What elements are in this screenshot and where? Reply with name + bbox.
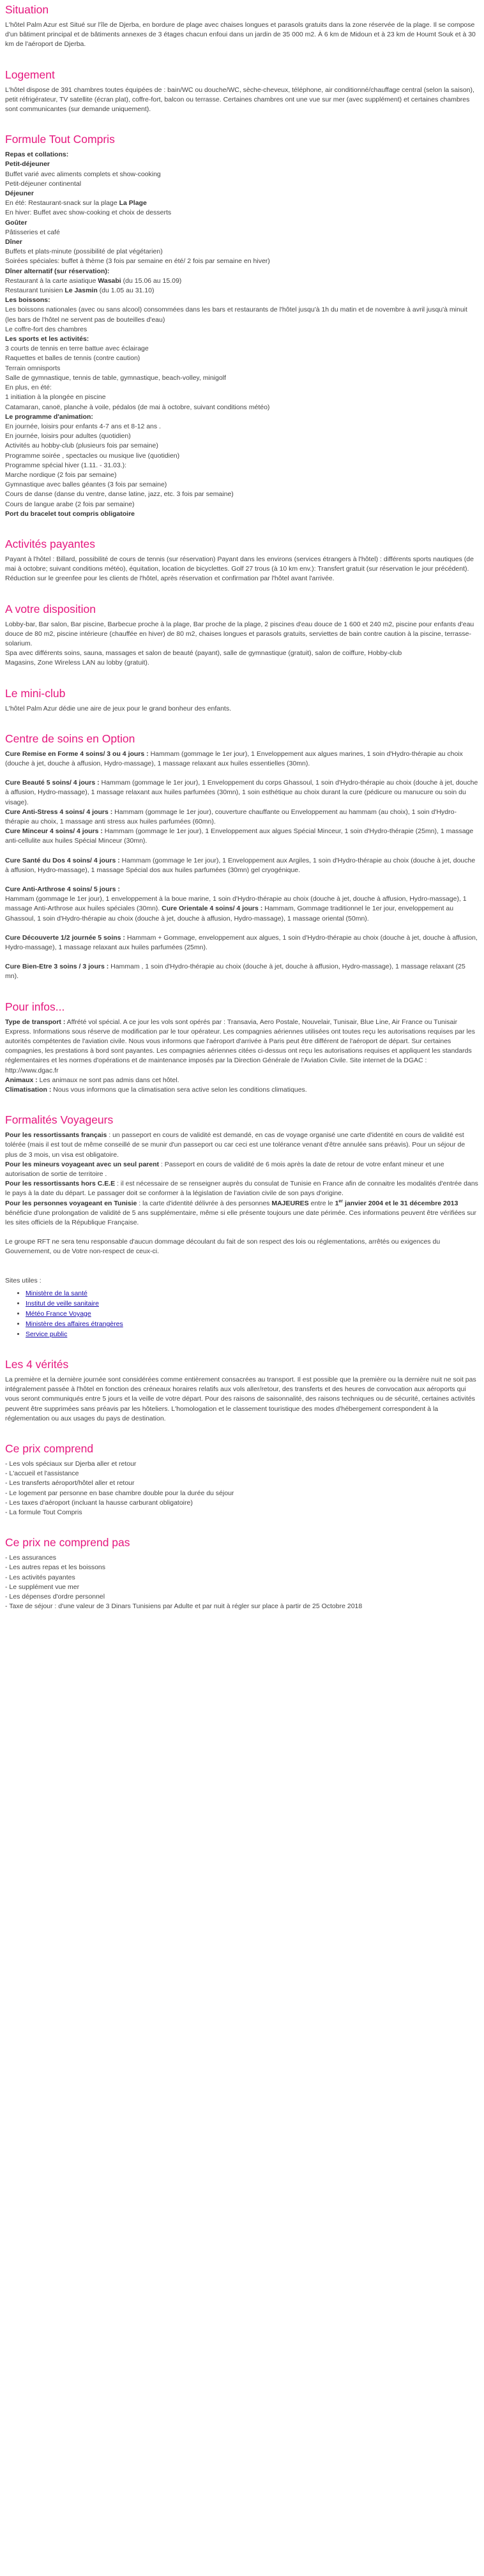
formalites-mineurs: Pour les mineurs voyageant avec un seul parent : Passeport en cours de validité de 6 mois après la date de retour de votre enfant mineur et une autorisation de sortie de territoire . [5,1160,444,1179]
list-item: - L'accueil et l'assistance [5,1470,79,1478]
formule-line: Le coffre-fort des chambres [5,325,87,333]
formule-line: Raquettes et balles de tennis (contre caution) [5,354,140,363]
cure-item: Cure Anti-Arthrose 4 soins/ 5 jours : Hammam (gommage le 1er jour), 1 enveloppement à la boue marine, 1 soin d'Hydro-thérapie au choix (douche à jet, douche à affusion, Hydro-massage), 1 massage Anti-Arthrose aux huiles spéciales (30mn). Cure Orientale 4 soins/ 4 jours : Hammam, Gommage traditionnel le 1er jour, enveloppement au Ghassoul, 1 soin d'Hydro-thérapie au choix (douche à jet, douche à affusion, Hydro-massage), 1 massage oriental (50mn). [5,885,467,923]
cure-item: Cure Anti-Stress 4 soins/ 4 jours : Hammam (gommage le 1er jour), couverture chauffante ou Enveloppement au hammam (au choix), 1 soin d'Hydro-thérapie au choix, 1 massage anti stress aux huiles parfumées (60mn). [5,808,457,825]
hotel-description-page [0,3,484,1631]
formule-line: Salle de gymnastique, tennis de table, gymnastique, beach-volley, minigolf [5,373,226,382]
cure-item: Cure Santé du Dos 4 soins/ 4 jours : Hammam (gommage le 1er jour), 1 Enveloppement aux Argiles, 1 soin d'Hydro-thérapie au choix (douche à jet, douche à affusion, Hydro-massage), 1 massage Spécial dos aux huiles parfumées (30mn) gel cryogénique. [5,856,476,874]
list-item: - La formule Tout Compris [5,1508,82,1516]
cure-item: Cure Découverte 1/2 journée 5 soins : Hammam + Gommage, enveloppement aux algues, 1 soin d'Hydro-thérapie au choix (douche à jet, douche à affusion, Hydro-massage), 1 massage relaxant aux huiles parfumées (25mn). [5,933,478,952]
formule-line: En plus, en été: [5,384,52,392]
formalites-responsabilite: Le groupe RFT ne sera tenu responsable d'aucun dommage découlant du fait de son respect des lois ou réglementations, arrêtés ou exigences du Gouvernement, ou de Votre non-respect de ceux-ci. [5,1238,441,1256]
formule-line: Petit-déjeuner [5,160,50,169]
section-title-disposition: A votre disposition [5,602,96,615]
formule-line: Buffet varié avec aliments complets et show-cooking [5,170,161,178]
section-title-formalites: Formalités Voyageurs [5,1113,114,1127]
list-item: - Les transferts aéroport/hôtel aller et retour [5,1479,135,1488]
link-affaires-etrangeres[interactable]: Ministère des affaires étrangères [26,1320,123,1328]
formule-line: Programme soirée , spectacles ou musique live (quotidien) [5,451,180,460]
animaux-info: Animaux : Les animaux ne sont pas admis dans cet hôtel. [5,1076,179,1084]
formule-line: En journée, loisirs pour enfants 4-7 ans et 8-12 ans . [5,422,161,430]
link-ministere-sante[interactable]: Ministère de la santé [26,1289,87,1297]
formule-line: Le programme d'animation: [5,412,93,421]
formule-list [5,150,479,519]
formule-line: Marche nordique (2 fois par semaine) [5,471,117,479]
formule-line: Buffets et plats-minute (possibilité de plat végétarien) [5,248,163,256]
cure-item: Cure Bien-Etre 3 soins / 3 jours : Hammam , 1 soin d'Hydro-thérapie au choix (douche à jet, douche à affusion, Hydro-massage), 1 massage relaxant (25 mn). [5,963,465,981]
cure-item: Cure Minceur 4 soins/ 4 jours : Hammam (gommage le 1er jour), 1 Enveloppement aux algues Spécial Minceur, 1 soin d'Hydro-thérapie (25mn), 1 massage anti-cellulite aux huiles Spécial Minceur (30mn). [5,827,474,845]
section-title-logement: Logement [5,68,55,81]
list-item: - Les activités payantes [5,1573,75,1581]
list-item: - Taxe de séjour : d'une valeur de 3 Dinars Tunisiens par Adulte et par nuit à régler sur place à partir de 25 Octobre 2018 [5,1602,363,1611]
comprend-list [5,1459,479,1518]
disposition-line: Magasins, Zone Wireless LAN au lobby (gratuit). [5,659,149,667]
section-title-comprend: Ce prix comprend [5,1442,94,1455]
formule-line: Port du bracelet tout compris obligatoire [5,509,135,518]
sites-utiles-label: Sites utiles : [5,1276,42,1284]
formule-line: Les sports et les activités: [5,335,89,343]
section-title-formule: Formule Tout Compris [5,133,115,146]
link-meteo-france[interactable]: Météo France Voyage [26,1309,91,1318]
section-title-centre: Centre de soins en Option [5,732,135,745]
cure-item: Cure Remise en Forme 4 soins/ 3 ou 4 jours : Hammam (gommage le 1er jour), 1 Enveloppement aux algues marines, 1 soin d'Hydro-thérapie au choix (douche à jet, douche à affusion, Hydro-massage), 1 massage relaxant aux huiles essentielles (30mn). [5,749,463,767]
formule-line: Repas et collations: [5,151,69,159]
cure-item: Cure Beauté 5 soins/ 4 jours : Hammam (gommage le 1er jour), 1 Enveloppement du corps Ghassoul, 1 soin d'Hydro-thérapie au choix (douche à jet, douche à affusion, Hydro-massage), 1 massage relaxant aux huiles parfumées (30mn), 1 soin esthétique au choix durant la cure (pédicure ou manucure ou soin du visage). [5,779,478,806]
formule-line: Pâtisseries et café [5,228,60,236]
formalites-francais: Pour les ressortissants français : un passeport en cours de validité est demandé, en cas de voyage organisé une carte d'identité en cours de validité est tolérée (mais il est tout de même conseillé de se munir d'un passeport ou car ceci est une tolérance venant d'être annulée sans préavis). Pour un séjour de plus de 3 mois, un visa est obligatoire. [5,1131,465,1159]
verites-text: La première et la dernière journée sont considérées comme entièrement consacrées au transport. Il est possible que la première ou la dernière nuit ne soit pas intégralement passée à l'hôtel en fonction des créneaux horaires relatifs aux vols aller/retour, des transferts et des heures de convocation aux aéroports qui vous seront communiqués entre 5 jours et la veille de votre départ. Pour des raisons de saisonnalité, des raisons techniques ou de sécurité, certaines activités peuvent être supprimées sans préavis par les hôteliers. L'homologation et le classement touristique des modes d'hébergement correspondent à la réglementation ou aux usages du pays de destination. [5,1375,476,1422]
section-title-infos: Pour infos... [5,1000,65,1013]
formule-line: Activités au hobby-club (plusieurs fois par semaine) [5,442,158,450]
formule-line: Dîner [5,238,22,246]
situation-text: L'hôtel Palm Azur est Situé sur l'île de Djerba, en bordure de plage avec chaises longues et parasols gratuits dans la zone réservée de la plage. Il se compose d'un bâtiment principal et de bâtiments annexes de 3 étages chacun enfoui dans un jardin de 35 000 m2. À 6 km de Midoun et à 23 km de Houmt Souk et à 30 km de l'aéroport de Djerba. [5,21,476,49]
link-service-public[interactable]: Service public [26,1330,68,1338]
transport-info: Type de transport : Affrété vol spécial. A ce jour les vols sont opérés par : Transavia, Aero Postale, Nouvelair, Tunisair, Blue Line, Air France ou Tunisair Express. Informations sous réserve de modification par le tour opérateur. Les compagnies aériennes utilisées ont toutes reçu les autorisations requises par les autorités compétentes de l'aviation civile. Nous vous informons que l'aéroport d'arrivée à Paris peut être différent de l'aéroport de départ. Sur certaines compagnies, les prestations à bord sont payantes. Les compagnies aériennes citées ci-dessus ont reçu les autorisations requises et appliquent les standards réglementaires et les normes d'opérations et de maintenance imposés par la Direction Générale de l'Aviation Civile. Site internet de la DGAC : http://www.dgac.fr [5,1018,475,1074]
disposition-line: Lobby-bar, Bar salon, Bar piscine, Barbecue proche à la plage, Bar proche de la plage, 2 piscines d'eau douce de 1 600 et 240 m2, piscine pour enfants d'eau douce de 80 m2, piscine intérieure (chauffée en hiver) de 80 m2, chaises longues et parasols gratuits, serviettes de bain contre caution à la piscine, terrasse-solarium. [5,620,474,647]
activites-text: Payant à l'hôtel : Billard, possibilité de cours de tennis (sur réservation) Payant dans les environs (services étrangers à l'hôtel) : différents sports nautiques (de mai à octobre; suivant conditions météo), équitation, location de bicyclettes. Golf 27 trous (à 10 km env.): Transfert gratuit (sur réservation le jour précédent). Réduction sur le greenfee pour les clients de l'hôtel, après réservation et confirmation par l'hôtel avant l'arrivée. [5,555,474,583]
formule-line: Dîner alternatif (sur réservation): [5,267,110,275]
logement-text: L'hôtel dispose de 391 chambres toutes équipées de : bain/WC ou douche/WC, sèche-cheveux, téléphone, air conditionné/chauffage central (selon la saison), petit réfrigérateur, TV satellite (écran plat), coffre-fort, balcon ou terrasse. Certaines chambres ont une vue sur mer (avec supplément) et certaines chambres sont communicantes (sur demande uniquement). [5,86,474,114]
list-item: - Les vols spéciaux sur Djerba aller et retour [5,1459,137,1468]
miniclub-text: L'hôtel Palm Azur dédie une aire de jeux pour le grand bonheur des enfants. [5,704,231,712]
formule-line: Programme spécial hiver (1.11. - 31.03.): [5,461,127,469]
formalites-tunisie: Pour les personnes voyageant en Tunisie : la carte d'identité délivrée à des personnes MAJEURES entre le 1er janvier 2004 et le 31 décembre 2013 bénéficie d'une prolongation de validité de 5 ans supplémentaire, même si elle présente toujours une date périmée. Ces informations peuvent être vérifiées sur les sites officiels de la République Française. [5,1199,477,1227]
list-item: - Les taxes d'aéroport (incluant la hausse carburant obligatoire) [5,1498,193,1507]
formule-line: Catamaran, canoë, planche à voile, pédalos (de mai à octobre, suivant conditions météo) [5,403,270,411]
formule-line: Déjeuner [5,190,34,198]
formule-line: Gymnastique avec balles géantes (3 fois par semaine) [5,481,167,489]
formule-line: Petit-déjeuner continental [5,179,82,188]
climatisation-info: Climatisation : Nous vous informons que la climatisation sera active selon les conditions climatiques. [5,1086,307,1094]
formule-line: Cours de danse (danse du ventre, danse latine, jazz, etc. 3 fois par semaine) [5,490,234,499]
list-item: - Les assurances [5,1554,56,1562]
list-item: - Le supplément vue mer [5,1583,80,1591]
formule-line: Les boissons: [5,296,50,305]
formule-line: 3 courts de tennis en terre battue avec éclairage [5,345,149,353]
section-title-situation: Situation [5,3,49,16]
formule-line: Les boissons nationales (avec ou sans alcool) consommées dans les bars et restaurants de l'hôtel jusqu'à 1h du matin et de novembre à avril jusqu'à minuit (les bars de l'hôtel ne servent pas de bouteilles d'eau) [5,306,467,324]
formalites-hors-cee: Pour les ressortissants hors C.E.E : il est nécessaire de se renseigner auprès du consulat de Tunisie en France afin de connaitre les modalités d'entrée dans le pays à la date du départ. Le passager doit se conformer à la législation de l'aviation civile de son pays d'origine. [5,1180,478,1198]
formule-line: En journée, loisirs pour adultes (quotidien) [5,432,131,441]
formule-line: Restaurant tunisien Le Jasmin (du 1.05 au 31.10) [5,287,155,295]
section-title-activites: Activités payantes [5,537,96,550]
formule-line: Cours de langue arabe (2 fois par semaine) [5,500,135,508]
section-title-non-compris: Ce prix ne comprend pas [5,1536,130,1549]
formule-line: Goûter [5,218,27,227]
section-title-miniclub: Le mini-club [5,686,66,700]
formule-line: En hiver: Buffet avec show-cooking et choix de desserts [5,209,172,217]
formule-line: Terrain omnisports [5,364,61,372]
section-title-verites: Les 4 vérités [5,1357,69,1371]
formule-line: 1 initiation à la plongée en piscine [5,393,106,402]
list-item: - Les autres repas et les boissons [5,1563,105,1572]
list-item: - Le logement par personne en base chambre double pour la durée du séjour [5,1489,234,1497]
disposition-line: Spa avec différents soins, sauna, massages et salon de beauté (payant), salle de gymnastique (gratuit), salon de coiffure, Hobby-club [5,649,402,658]
formule-line: Restaurant à la carte asiatique Wasabi (du 15.06 au 15.09) [5,276,182,285]
formule-line: En été: Restaurant-snack sur la plage La Plage [5,199,147,207]
link-veille-sanitaire[interactable]: Institut de veille sanitaire [26,1299,99,1307]
list-item: - Les dépenses d'ordre personnel [5,1592,105,1601]
formule-line: Soirées spéciales: buffet à thème (3 fois par semaine en été/ 2 fois par semaine en hiver) [5,257,270,266]
non-compris-list [5,1553,479,1611]
sites-utiles-list [5,1288,479,1339]
